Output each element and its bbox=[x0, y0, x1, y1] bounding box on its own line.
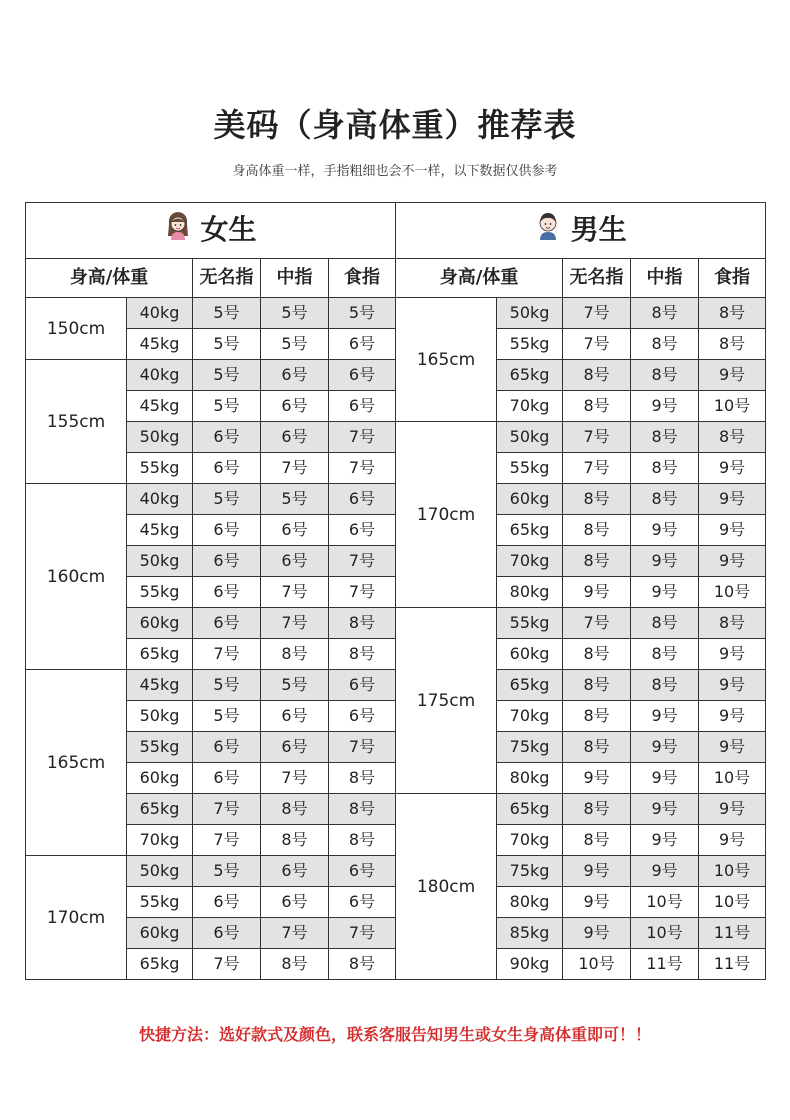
male-weight-cell: 50kg bbox=[497, 298, 563, 329]
female-weight-cell: 50kg bbox=[127, 422, 193, 453]
male-height-cell: 165cm bbox=[396, 298, 497, 422]
male-weight-cell: 65kg bbox=[497, 794, 563, 825]
male-weight-cell: 60kg bbox=[497, 484, 563, 515]
male-middle-cell: 8号 bbox=[631, 329, 699, 360]
male-weight-cell: 55kg bbox=[497, 329, 563, 360]
female-weight-cell: 65kg bbox=[127, 794, 193, 825]
page-title: 美码（身高体重）推荐表 bbox=[213, 106, 577, 144]
female-weight-cell: 40kg bbox=[127, 298, 193, 329]
female-header-index: 食指 bbox=[329, 259, 396, 298]
male-ring-cell: 8号 bbox=[563, 546, 631, 577]
female-index-cell: 7号 bbox=[329, 453, 396, 484]
female-ring-cell: 5号 bbox=[193, 360, 261, 391]
size-chart-table bbox=[25, 202, 766, 980]
male-middle-cell: 9号 bbox=[631, 701, 699, 732]
male-middle-cell: 9号 bbox=[631, 515, 699, 546]
male-middle-cell: 9号 bbox=[631, 391, 699, 422]
male-weight-cell: 75kg bbox=[497, 732, 563, 763]
girl-avatar-icon bbox=[165, 210, 191, 246]
female-index-cell: 7号 bbox=[329, 422, 396, 453]
female-weight-cell: 40kg bbox=[127, 360, 193, 391]
female-index-cell: 8号 bbox=[329, 794, 396, 825]
female-height-cell: 160cm bbox=[26, 484, 127, 670]
male-ring-cell: 8号 bbox=[563, 484, 631, 515]
male-height-cell: 175cm bbox=[396, 608, 497, 794]
female-weight-cell: 65kg bbox=[127, 949, 193, 980]
female-ring-cell: 5号 bbox=[193, 298, 261, 329]
male-index-cell: 9号 bbox=[699, 515, 766, 546]
page-subtitle: 身高体重一样，手指粗细也会不一样，以下数据仅供参考 bbox=[232, 164, 558, 179]
male-middle-cell: 9号 bbox=[631, 794, 699, 825]
female-ring-cell: 6号 bbox=[193, 918, 261, 949]
female-ring-cell: 5号 bbox=[193, 391, 261, 422]
female-index-cell: 8号 bbox=[329, 763, 396, 794]
female-index-cell: 6号 bbox=[329, 515, 396, 546]
female-index-cell: 8号 bbox=[329, 825, 396, 856]
female-middle-cell: 6号 bbox=[261, 546, 329, 577]
female-weight-cell: 55kg bbox=[127, 887, 193, 918]
female-weight-cell: 50kg bbox=[127, 546, 193, 577]
male-ring-cell: 8号 bbox=[563, 670, 631, 701]
female-weight-cell: 55kg bbox=[127, 577, 193, 608]
male-index-cell: 8号 bbox=[699, 298, 766, 329]
male-index-cell: 8号 bbox=[699, 329, 766, 360]
male-ring-cell: 7号 bbox=[563, 453, 631, 484]
male-middle-cell: 9号 bbox=[631, 577, 699, 608]
female-index-cell: 8号 bbox=[329, 639, 396, 670]
female-middle-cell: 6号 bbox=[261, 856, 329, 887]
female-height-cell: 155cm bbox=[26, 360, 127, 484]
male-middle-cell: 9号 bbox=[631, 763, 699, 794]
male-weight-cell: 90kg bbox=[497, 949, 563, 980]
female-middle-cell: 6号 bbox=[261, 701, 329, 732]
female-header-height-weight: 身高/体重 bbox=[26, 259, 193, 298]
male-middle-cell: 8号 bbox=[631, 670, 699, 701]
female-index-cell: 8号 bbox=[329, 949, 396, 980]
female-middle-cell: 8号 bbox=[261, 825, 329, 856]
male-middle-cell: 9号 bbox=[631, 732, 699, 763]
male-label: 男生 bbox=[570, 212, 627, 246]
female-height-cell: 165cm bbox=[26, 670, 127, 856]
male-weight-cell: 65kg bbox=[497, 670, 563, 701]
male-weight-cell: 55kg bbox=[497, 453, 563, 484]
female-middle-cell: 6号 bbox=[261, 887, 329, 918]
male-ring-cell: 8号 bbox=[563, 391, 631, 422]
male-index-cell: 9号 bbox=[699, 484, 766, 515]
female-middle-cell: 5号 bbox=[261, 298, 329, 329]
female-middle-cell: 7号 bbox=[261, 763, 329, 794]
female-middle-cell: 5号 bbox=[261, 329, 329, 360]
female-ring-cell: 5号 bbox=[193, 484, 261, 515]
female-weight-cell: 50kg bbox=[127, 856, 193, 887]
male-index-cell: 10号 bbox=[699, 763, 766, 794]
female-weight-cell: 50kg bbox=[127, 701, 193, 732]
male-index-cell: 9号 bbox=[699, 732, 766, 763]
male-ring-cell: 7号 bbox=[563, 422, 631, 453]
male-ring-cell: 8号 bbox=[563, 360, 631, 391]
male-weight-cell: 70kg bbox=[497, 701, 563, 732]
female-index-cell: 7号 bbox=[329, 577, 396, 608]
female-ring-cell: 7号 bbox=[193, 825, 261, 856]
female-middle-cell: 6号 bbox=[261, 360, 329, 391]
female-index-cell: 7号 bbox=[329, 918, 396, 949]
male-ring-cell: 7号 bbox=[563, 298, 631, 329]
female-ring-cell: 6号 bbox=[193, 887, 261, 918]
male-weight-cell: 55kg bbox=[497, 608, 563, 639]
male-middle-cell: 8号 bbox=[631, 453, 699, 484]
female-ring-cell: 6号 bbox=[193, 608, 261, 639]
male-index-cell: 9号 bbox=[699, 360, 766, 391]
male-index-cell: 8号 bbox=[699, 422, 766, 453]
female-section-header bbox=[26, 203, 396, 259]
male-index-cell: 9号 bbox=[699, 701, 766, 732]
female-middle-cell: 6号 bbox=[261, 391, 329, 422]
male-weight-cell: 85kg bbox=[497, 918, 563, 949]
boy-avatar-icon bbox=[535, 210, 561, 246]
male-header-middle: 中指 bbox=[631, 259, 699, 298]
male-weight-cell: 80kg bbox=[497, 887, 563, 918]
male-weight-cell: 50kg bbox=[497, 422, 563, 453]
male-index-cell: 10号 bbox=[699, 391, 766, 422]
male-weight-cell: 80kg bbox=[497, 763, 563, 794]
female-weight-cell: 70kg bbox=[127, 825, 193, 856]
male-ring-cell: 10号 bbox=[563, 949, 631, 980]
male-weight-cell: 70kg bbox=[497, 546, 563, 577]
female-index-cell: 6号 bbox=[329, 484, 396, 515]
table-row bbox=[26, 608, 766, 639]
female-middle-cell: 8号 bbox=[261, 794, 329, 825]
male-weight-cell: 75kg bbox=[497, 856, 563, 887]
female-weight-cell: 55kg bbox=[127, 453, 193, 484]
male-ring-cell: 8号 bbox=[563, 732, 631, 763]
male-height-cell: 180cm bbox=[396, 794, 497, 980]
female-index-cell: 6号 bbox=[329, 887, 396, 918]
male-height-cell: 170cm bbox=[396, 422, 497, 608]
female-weight-cell: 45kg bbox=[127, 515, 193, 546]
female-middle-cell: 6号 bbox=[261, 732, 329, 763]
female-middle-cell: 5号 bbox=[261, 670, 329, 701]
female-index-cell: 6号 bbox=[329, 391, 396, 422]
male-weight-cell: 65kg bbox=[497, 360, 563, 391]
male-weight-cell: 60kg bbox=[497, 639, 563, 670]
male-ring-cell: 9号 bbox=[563, 577, 631, 608]
female-weight-cell: 40kg bbox=[127, 484, 193, 515]
female-middle-cell: 6号 bbox=[261, 515, 329, 546]
female-weight-cell: 60kg bbox=[127, 763, 193, 794]
female-index-cell: 6号 bbox=[329, 360, 396, 391]
female-index-cell: 6号 bbox=[329, 856, 396, 887]
footer-note: 快捷方法：选好款式及颜色，联系客服告知男生或女生身高体重即可！！ bbox=[138, 1025, 651, 1044]
male-ring-cell: 8号 bbox=[563, 825, 631, 856]
female-ring-cell: 7号 bbox=[193, 639, 261, 670]
male-ring-cell: 9号 bbox=[563, 763, 631, 794]
male-middle-cell: 9号 bbox=[631, 856, 699, 887]
male-index-cell: 11号 bbox=[699, 949, 766, 980]
female-header-middle: 中指 bbox=[261, 259, 329, 298]
female-ring-cell: 7号 bbox=[193, 794, 261, 825]
male-ring-cell: 8号 bbox=[563, 794, 631, 825]
female-label: 女生 bbox=[200, 212, 257, 246]
female-middle-cell: 8号 bbox=[261, 639, 329, 670]
male-middle-cell: 8号 bbox=[631, 298, 699, 329]
female-middle-cell: 7号 bbox=[261, 918, 329, 949]
female-height-cell: 170cm bbox=[26, 856, 127, 980]
female-weight-cell: 65kg bbox=[127, 639, 193, 670]
female-index-cell: 5号 bbox=[329, 298, 396, 329]
female-height-cell: 150cm bbox=[26, 298, 127, 360]
male-section-header bbox=[396, 203, 766, 259]
female-weight-cell: 55kg bbox=[127, 732, 193, 763]
male-weight-cell: 65kg bbox=[497, 515, 563, 546]
female-index-cell: 7号 bbox=[329, 546, 396, 577]
male-ring-cell: 9号 bbox=[563, 918, 631, 949]
female-index-cell: 6号 bbox=[329, 670, 396, 701]
female-ring-cell: 5号 bbox=[193, 856, 261, 887]
male-ring-cell: 9号 bbox=[563, 887, 631, 918]
male-index-cell: 8号 bbox=[699, 608, 766, 639]
male-ring-cell: 8号 bbox=[563, 639, 631, 670]
female-index-cell: 6号 bbox=[329, 701, 396, 732]
female-middle-cell: 7号 bbox=[261, 453, 329, 484]
female-header-ring: 无名指 bbox=[193, 259, 261, 298]
male-middle-cell: 8号 bbox=[631, 360, 699, 391]
female-middle-cell: 7号 bbox=[261, 577, 329, 608]
female-weight-cell: 45kg bbox=[127, 329, 193, 360]
female-middle-cell: 7号 bbox=[261, 608, 329, 639]
male-header-height-weight: 身高/体重 bbox=[396, 259, 563, 298]
male-index-cell: 9号 bbox=[699, 546, 766, 577]
male-index-cell: 10号 bbox=[699, 856, 766, 887]
male-index-cell: 10号 bbox=[699, 577, 766, 608]
female-ring-cell: 6号 bbox=[193, 763, 261, 794]
female-ring-cell: 6号 bbox=[193, 577, 261, 608]
female-index-cell: 8号 bbox=[329, 608, 396, 639]
table-row bbox=[26, 794, 766, 825]
female-ring-cell: 6号 bbox=[193, 732, 261, 763]
female-index-cell: 6号 bbox=[329, 329, 396, 360]
female-ring-cell: 6号 bbox=[193, 422, 261, 453]
male-middle-cell: 10号 bbox=[631, 887, 699, 918]
male-index-cell: 11号 bbox=[699, 918, 766, 949]
male-ring-cell: 7号 bbox=[563, 329, 631, 360]
male-middle-cell: 8号 bbox=[631, 484, 699, 515]
male-index-cell: 9号 bbox=[699, 794, 766, 825]
male-weight-cell: 80kg bbox=[497, 577, 563, 608]
female-weight-cell: 60kg bbox=[127, 608, 193, 639]
female-ring-cell: 7号 bbox=[193, 949, 261, 980]
male-index-cell: 9号 bbox=[699, 670, 766, 701]
male-middle-cell: 9号 bbox=[631, 825, 699, 856]
female-weight-cell: 45kg bbox=[127, 391, 193, 422]
male-index-cell: 9号 bbox=[699, 453, 766, 484]
male-ring-cell: 9号 bbox=[563, 856, 631, 887]
female-weight-cell: 45kg bbox=[127, 670, 193, 701]
male-index-cell: 9号 bbox=[699, 825, 766, 856]
table-row bbox=[26, 422, 766, 453]
male-weight-cell: 70kg bbox=[497, 825, 563, 856]
table-row bbox=[26, 298, 766, 329]
female-middle-cell: 8号 bbox=[261, 949, 329, 980]
male-header-ring: 无名指 bbox=[563, 259, 631, 298]
male-middle-cell: 8号 bbox=[631, 639, 699, 670]
male-ring-cell: 7号 bbox=[563, 608, 631, 639]
male-index-cell: 9号 bbox=[699, 639, 766, 670]
female-ring-cell: 6号 bbox=[193, 453, 261, 484]
male-header-index: 食指 bbox=[699, 259, 766, 298]
male-index-cell: 10号 bbox=[699, 887, 766, 918]
male-middle-cell: 11号 bbox=[631, 949, 699, 980]
female-middle-cell: 6号 bbox=[261, 422, 329, 453]
female-middle-cell: 5号 bbox=[261, 484, 329, 515]
female-ring-cell: 6号 bbox=[193, 515, 261, 546]
male-middle-cell: 9号 bbox=[631, 546, 699, 577]
female-index-cell: 7号 bbox=[329, 732, 396, 763]
male-ring-cell: 8号 bbox=[563, 515, 631, 546]
male-middle-cell: 10号 bbox=[631, 918, 699, 949]
female-ring-cell: 5号 bbox=[193, 670, 261, 701]
male-ring-cell: 8号 bbox=[563, 701, 631, 732]
female-ring-cell: 5号 bbox=[193, 701, 261, 732]
male-weight-cell: 70kg bbox=[497, 391, 563, 422]
female-weight-cell: 60kg bbox=[127, 918, 193, 949]
male-middle-cell: 8号 bbox=[631, 422, 699, 453]
female-ring-cell: 6号 bbox=[193, 546, 261, 577]
female-ring-cell: 5号 bbox=[193, 329, 261, 360]
male-middle-cell: 8号 bbox=[631, 608, 699, 639]
